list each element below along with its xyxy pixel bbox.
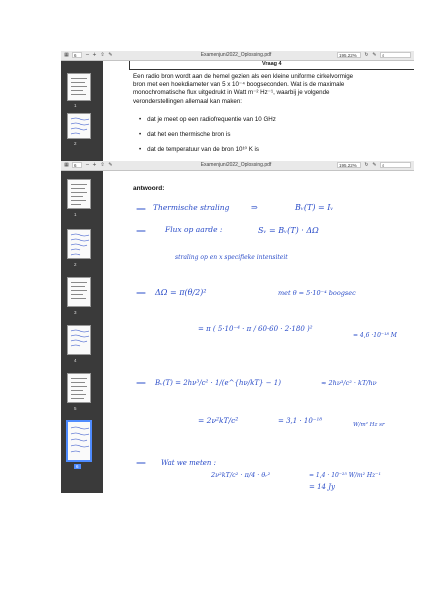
hand-line: = 1,4 · 10⁻²⁵ W/m² Hz⁻¹ xyxy=(309,472,381,479)
page-thumbnail[interactable] xyxy=(67,373,91,403)
hand-line: Thermische straling xyxy=(153,203,230,212)
question-line: veronderstellingen allemaal kan maken: xyxy=(133,97,243,105)
thumbnail-sidebar xyxy=(61,171,103,493)
pdf-page xyxy=(103,61,414,161)
zoom-out-icon[interactable]: − xyxy=(85,162,90,168)
thumbnail-label: 1 xyxy=(74,103,77,108)
thumbnail-label: 2 xyxy=(74,141,77,146)
hand-line: straling op en x specifieke intensiteit xyxy=(175,254,288,261)
search-input[interactable]: ⌕ xyxy=(380,52,411,58)
hand-line: 2ν²kT/c² · π/4 · θᵣ² xyxy=(211,471,271,479)
hand-line: Sᵥ = Bᵥ(T) · ΔΩ xyxy=(258,226,319,235)
hand-line: = 14 Jy xyxy=(309,483,335,491)
thumbnail-label: 4 xyxy=(74,358,77,363)
sidebar-toggle-icon[interactable]: ▦ xyxy=(64,162,69,168)
handwriting-thumb-icon xyxy=(68,114,90,138)
handwriting-thumb-icon xyxy=(68,422,90,460)
question-line: bron met een hoekdiameter van 5 x 10⁻⁴ boogseconden. Wat is de maximale xyxy=(133,81,345,89)
hand-line: = π ( 5·10⁻⁴ · π / 60·60 · 2·180 )² xyxy=(198,325,313,333)
page-number-field[interactable]: 6 xyxy=(72,162,82,168)
hand-line: Bᵥ(T) = 2hν³/c² · 1/(e^{hν/kT} − 1) xyxy=(155,379,281,387)
rotate-icon[interactable]: ↻ xyxy=(364,162,369,168)
question-header-box xyxy=(129,61,414,70)
hand-line: = 3,1 · 10⁻¹⁸ xyxy=(278,417,323,425)
window-title: Examenjuni2022_Oplossing.pdf xyxy=(200,162,272,168)
handwritten-solution xyxy=(103,171,414,493)
zoom-field[interactable]: 195.22% xyxy=(337,162,361,168)
question-heading: Vraag 4 xyxy=(262,61,282,67)
share-icon[interactable]: ⇧ xyxy=(100,52,105,58)
hand-line: Bᵥ(T) = Iᵥ xyxy=(295,203,334,212)
question-text xyxy=(133,73,353,106)
sidebar-toggle-icon[interactable]: ▦ xyxy=(64,52,69,58)
hand-line: ΔΩ = π(θ/2)² xyxy=(155,288,207,297)
markup-icon[interactable]: ✎ xyxy=(108,162,113,168)
zoom-out-icon[interactable]: − xyxy=(85,52,90,58)
handwriting-thumb-icon xyxy=(68,230,90,258)
toolbar xyxy=(61,51,414,61)
zoom-in-icon[interactable]: + xyxy=(92,52,97,58)
page-thumbnail-selected[interactable] xyxy=(67,421,91,461)
pdf-viewer-window-bottom xyxy=(61,161,414,493)
page-number-field[interactable]: 6 xyxy=(72,52,82,58)
hand-line: met θ = 5·10⁻⁴ boogsec xyxy=(278,289,356,297)
page-thumbnail[interactable] xyxy=(67,179,91,209)
hand-line: ≈ 2hν³/c² · kT/hν xyxy=(321,379,377,387)
page-thumbnail[interactable] xyxy=(67,113,91,139)
hand-line: W/m² Hz sr xyxy=(353,422,385,428)
search-input[interactable]: ⌕ xyxy=(380,162,411,168)
handwriting-thumb-icon xyxy=(68,326,90,354)
page-thumbnail[interactable] xyxy=(67,325,91,355)
rotate-icon[interactable]: ↻ xyxy=(364,52,369,58)
window-title: Examenjuni2022_Oplossing.pdf xyxy=(200,52,272,58)
thumbnail-label: 1 xyxy=(74,212,77,217)
page-thumbnail[interactable] xyxy=(67,229,91,259)
share-icon[interactable]: ⇧ xyxy=(100,162,105,168)
pdf-page xyxy=(103,171,414,493)
thumbnail-label: 6 xyxy=(76,464,79,469)
thumbnail-sidebar xyxy=(61,61,103,161)
question-line: monochromatische flux uitgedrukt in Watt m⁻² Hz⁻¹, waarbij je volgende xyxy=(133,89,330,97)
answer-label: antwoord: xyxy=(133,185,165,192)
zoom-in-icon[interactable]: + xyxy=(92,162,97,168)
page-thumbnail[interactable] xyxy=(67,73,91,101)
bullet-item: • dat de temperatuur van de bron 10¹⁰ K is xyxy=(139,146,260,153)
bullet-item: • dat je meet op een radiofrequentie van 10 GHz xyxy=(139,116,276,123)
pdf-viewer-window-top xyxy=(61,51,414,161)
thumbnail-label: 5 xyxy=(74,406,77,411)
thumbnail-label: 3 xyxy=(74,310,77,315)
zoom-field[interactable]: 195.22% xyxy=(337,52,361,58)
hand-line: Wat we meten : xyxy=(161,459,216,467)
highlight-icon[interactable]: ✎ xyxy=(372,162,377,168)
page-thumbnail[interactable] xyxy=(67,277,91,307)
highlight-icon[interactable]: ✎ xyxy=(372,52,377,58)
hand-line: = 2ν²kT/c² xyxy=(198,416,239,425)
markup-icon[interactable]: ✎ xyxy=(108,52,113,58)
thumbnail-label: 2 xyxy=(74,262,77,267)
hand-line: Flux op aarde : xyxy=(165,225,223,234)
question-line: Een radio bron wordt aan de hemel gezien als een kleine uniforme cirkelvormige xyxy=(133,73,354,80)
bullet-item: • dat het een thermische bron is xyxy=(139,131,231,138)
toolbar xyxy=(61,161,414,171)
hand-line: ⇒ xyxy=(251,203,258,212)
hand-line: = 4,6 ·10⁻¹⁸ M xyxy=(353,332,397,339)
